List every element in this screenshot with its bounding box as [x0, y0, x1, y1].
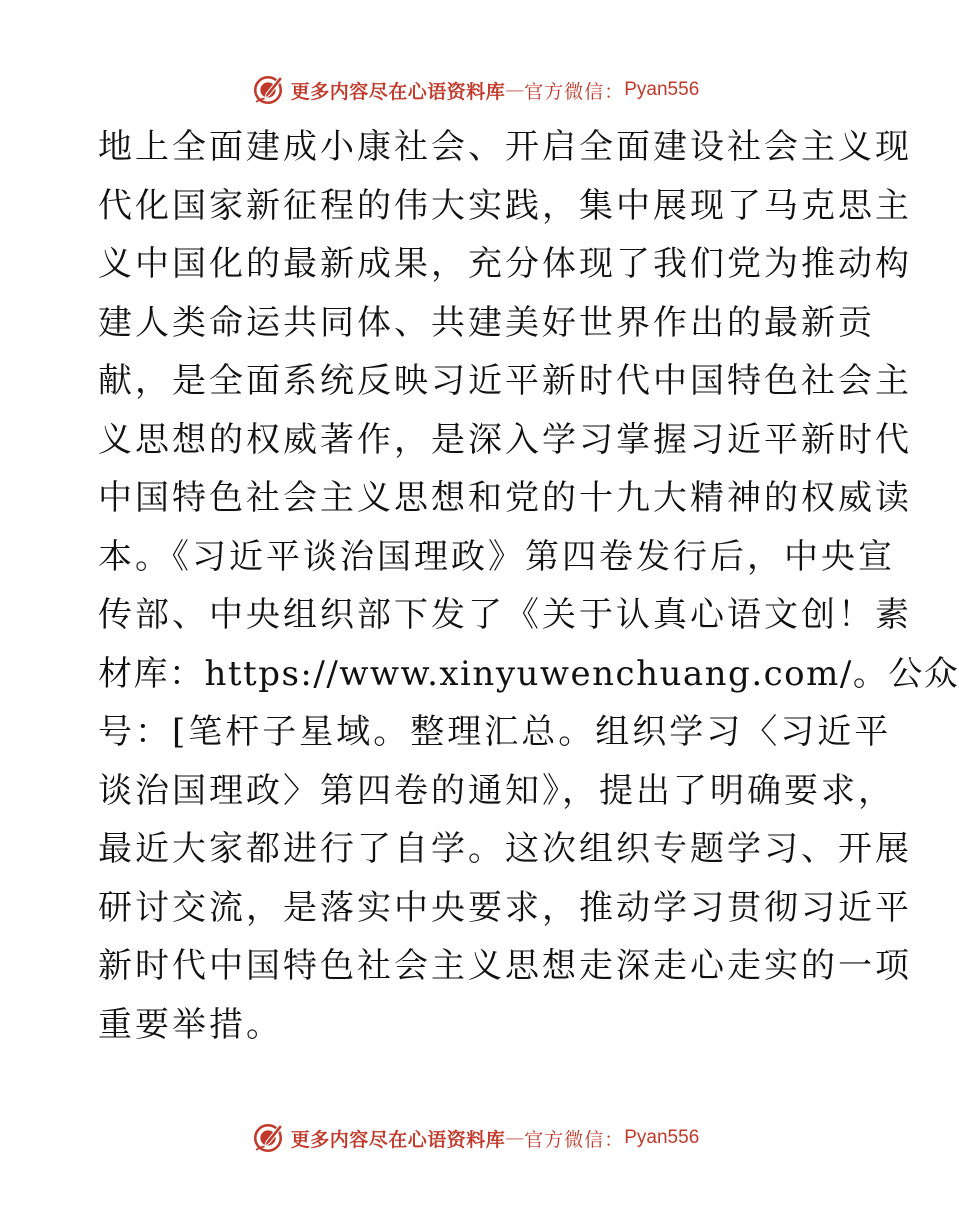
banner-wechat-id: Pyan556 [624, 79, 700, 100]
body-line: 建人类命运共同体、共建美好世界作出的最新贡 [98, 302, 875, 343]
footer-banner [0, 1118, 950, 1158]
body-line: 研讨交流，是落实中央要求，推动学习贯彻习近平 [98, 887, 912, 928]
header-banner [0, 70, 950, 110]
body-line: 义思想的权威著作，是深入学习掌握习近平新时代 [98, 419, 912, 460]
banner-main-text: 更多内容尽在心语资料库 [290, 80, 506, 103]
banner-separator: — [505, 79, 525, 101]
body-line: 地上全面建成小康社会、开启全面建设社会主义现 [98, 127, 912, 167]
body-line: 献，是全面系统反映习近平新时代中国特色社会主 [98, 361, 912, 401]
document-body [98, 124, 959, 1060]
body-line: 号：[笔杆子星域。整理汇总。组织学习〈习近平 [98, 712, 892, 752]
body-line: 重要举措。 [98, 1004, 283, 1045]
body-line: 新时代中国特色社会主义思想走深走心走实的一项 [98, 946, 912, 986]
banner-wechat-label: 官方微信： [524, 1128, 625, 1151]
banner-wechat-id: Pyan556 [624, 1127, 700, 1148]
banner-separator: — [505, 1127, 525, 1149]
banner-main-text: 更多内容尽在心语资料库 [290, 1128, 506, 1151]
body-line: 谈治国理政〉第四卷的通知》，提出了明确要求， [98, 770, 895, 811]
quill-logo-icon [251, 73, 285, 107]
body-line-url: 材库：https://www.xinyuwenchuang.com/。公众 [98, 653, 959, 694]
quill-logo-icon [251, 1121, 285, 1155]
body-line: 中国特色社会主义思想和党的十九大精神的权威读 [98, 478, 912, 518]
body-line: 本。《习近平谈治国理政》第四卷发行后，中央宣 [98, 536, 895, 577]
body-line: 代化国家新征程的伟大实践，集中展现了马克思主 [98, 185, 912, 226]
body-line: 义中国化的最新成果，充分体现了我们党为推动构 [98, 244, 912, 284]
body-line: 最近大家都进行了自学。这次组织专题学习、开展 [98, 829, 912, 869]
banner-wechat-label: 官方微信： [524, 80, 625, 103]
body-line: 传部、中央组织部下发了《关于认真心语文创！素 [98, 595, 912, 635]
